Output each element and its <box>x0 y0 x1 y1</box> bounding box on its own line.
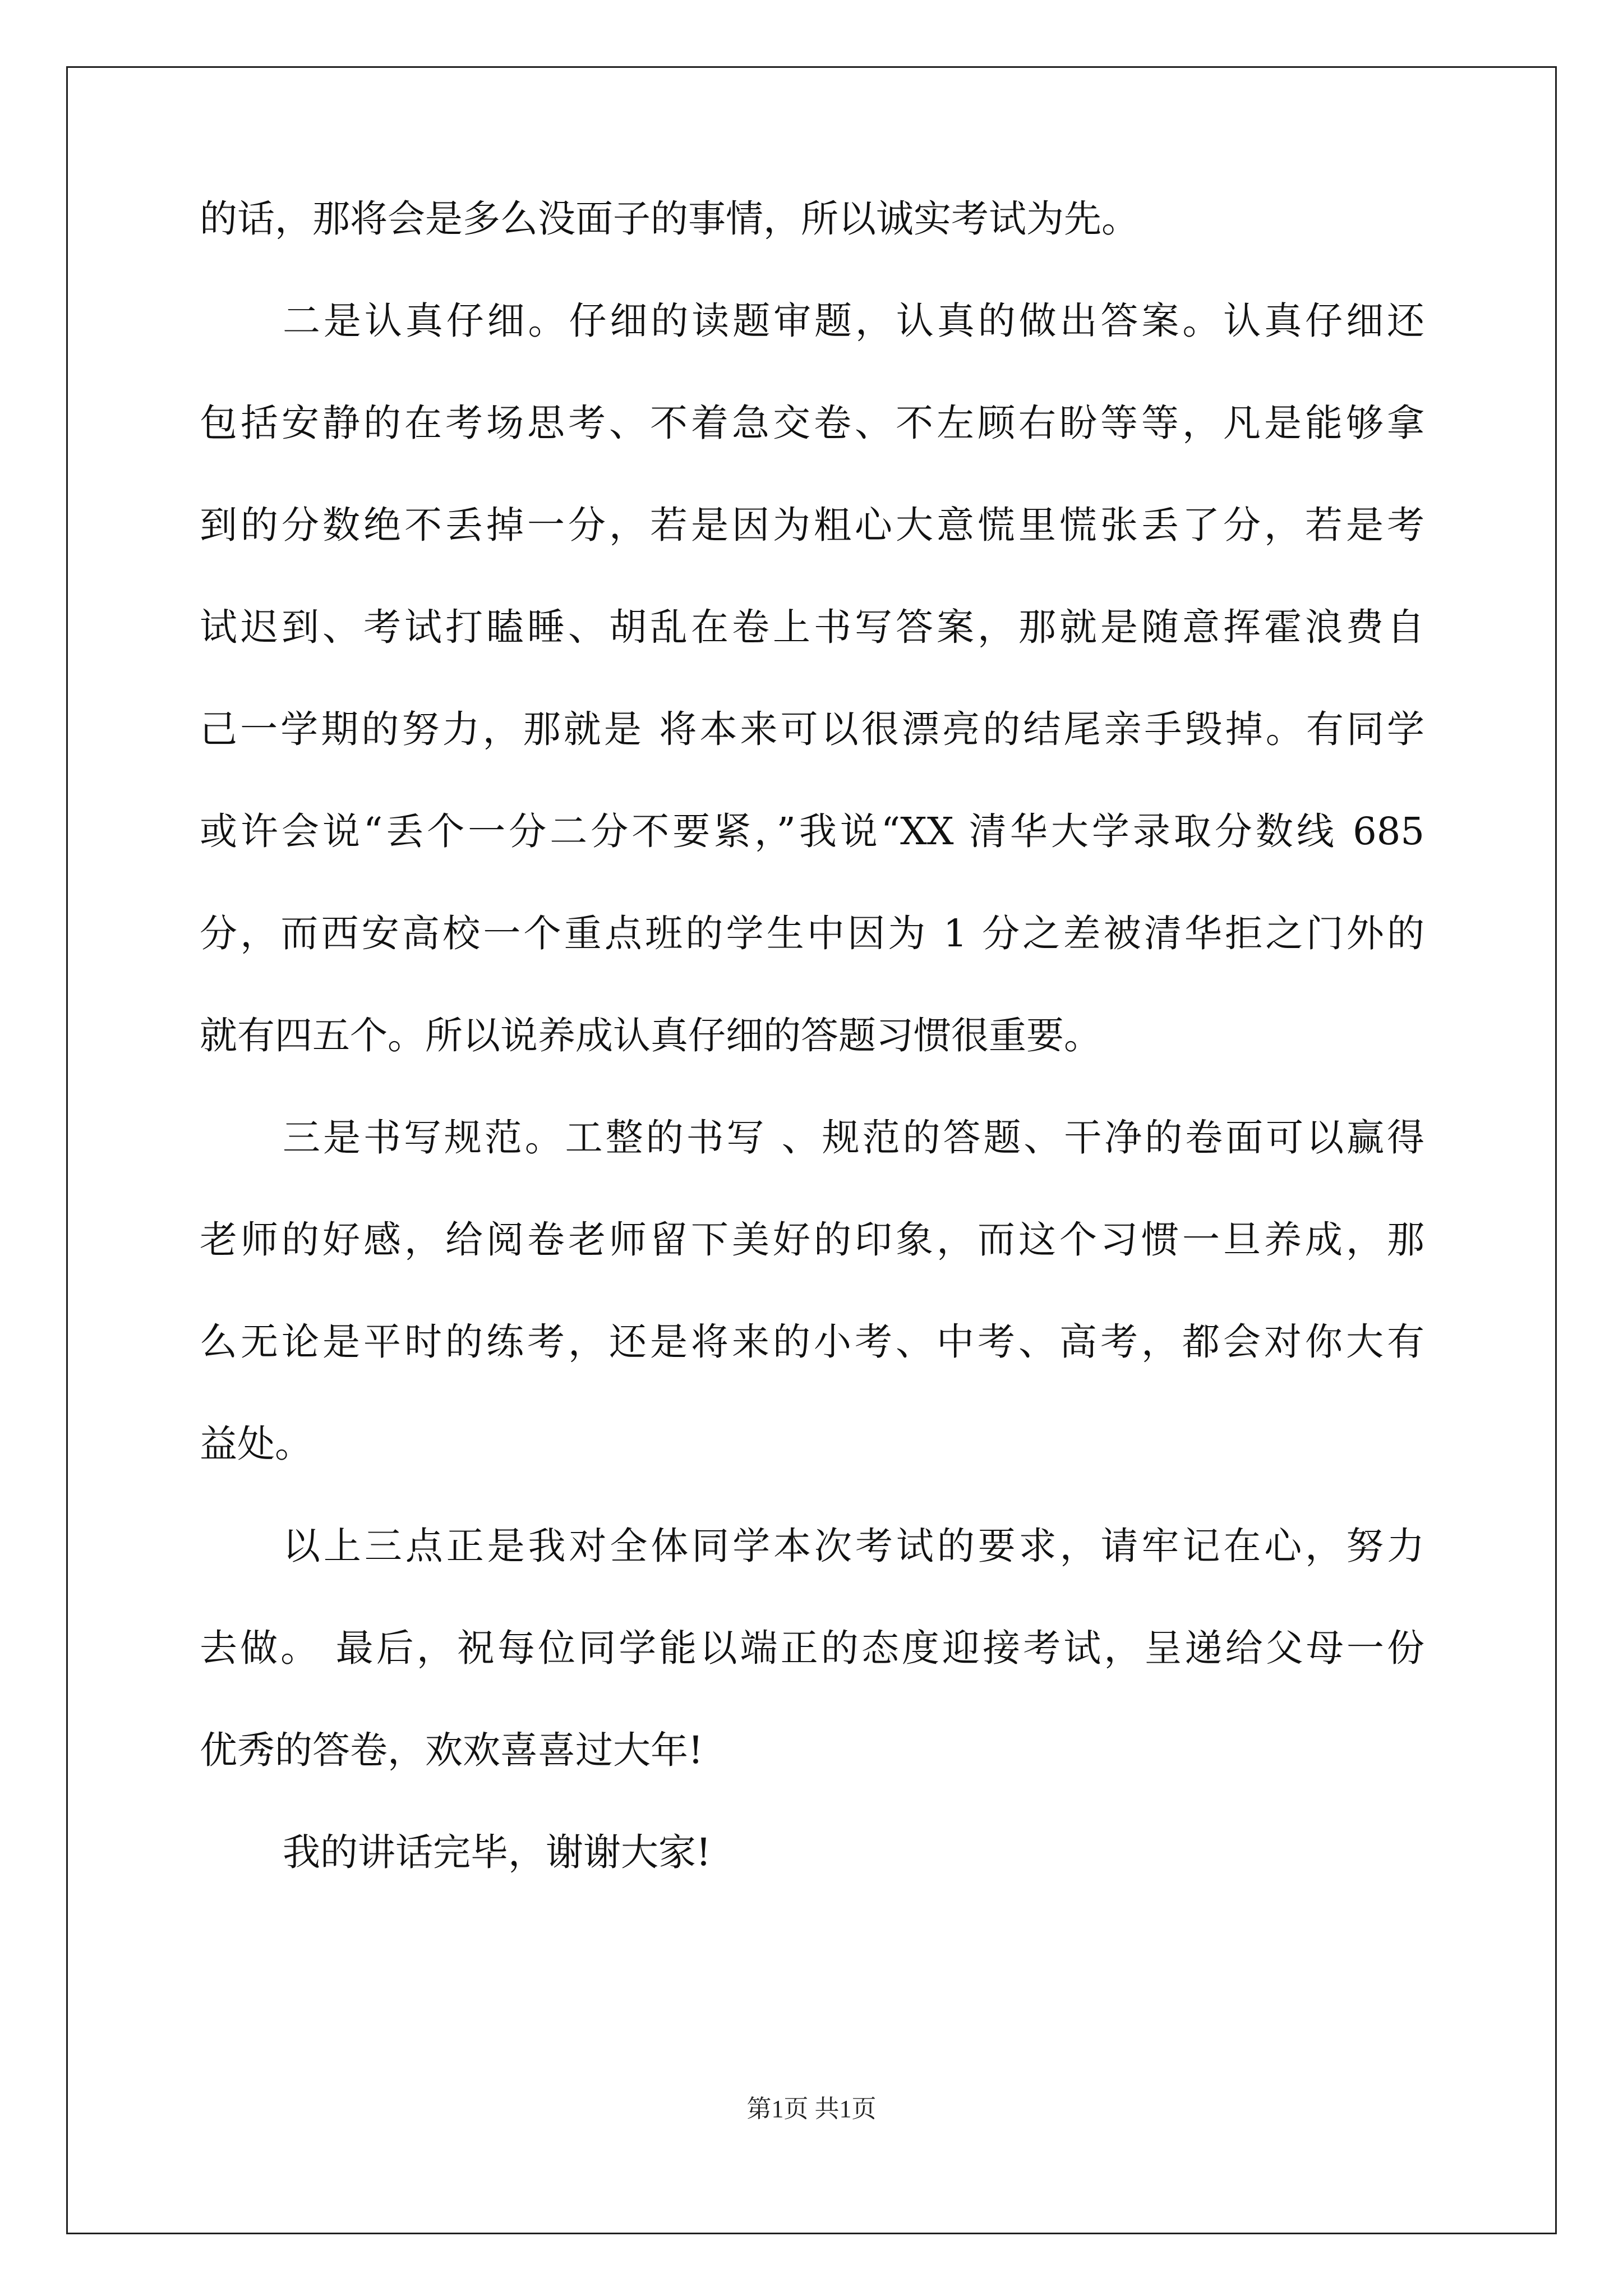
text-line: 包括安静的在考场思考、不着急交卷、不左顾右盼等等，凡是能够拿 <box>200 401 1424 445</box>
text-line: 去做。 最后，祝每位同学能以端正的态度迎接考试，呈递给父母一份 <box>200 1626 1424 1670</box>
text-line: 益处。 <box>200 1422 312 1466</box>
text-line: 三是书写规范。工整的书写 、规范的答题、干净的卷面可以赢得 <box>283 1116 1424 1159</box>
text-line: 就有四五个。所以说养成认真仔细的答题习惯很重要。 <box>200 1014 1101 1057</box>
text-line: 么无论是平时的练考，还是将来的小考、中考、高考，都会对你大有 <box>200 1320 1424 1364</box>
text-line: 分，而西安高校一个重点班的学生中因为 1 分之差被清华拒之门外的 <box>200 912 1424 955</box>
page-indicator: 第1页 共1页 <box>746 2095 877 2123</box>
text-line: 或许会说“丢个一分二分不要紧，”我说“XX 清华大学录取分数线 685 <box>200 809 1424 853</box>
text-line: 老师的好感，给阅卷老师留下美好的印象，而这个习惯一旦养成，那 <box>200 1218 1424 1262</box>
text-line: 二是认真仔细。仔细的读题审题，认真的做出答案。认真仔细还 <box>283 299 1424 343</box>
text-line: 我的讲话完毕，谢谢大家! <box>283 1830 711 1874</box>
text-line: 以上三点正是我对全体同学本次考试的要求，请牢记在心，努力 <box>283 1524 1424 1568</box>
text-line: 试迟到、考试打瞌睡、胡乱在卷上书写答案，那就是随意挥霍浪费自 <box>200 605 1424 649</box>
text-line: 到的分数绝不丢掉一分，若是因为粗心大意慌里慌张丢了分，若是考 <box>200 503 1424 547</box>
text-line: 优秀的答卷，欢欢喜喜过大年! <box>200 1728 703 1772</box>
text-line: 的话，那将会是多么没面子的事情，所以诚实考试为先。 <box>200 197 1139 241</box>
text-line: 己一学期的努力，那就是 将本来可以很漂亮的结尾亲手毁掉。有同学 <box>200 707 1424 751</box>
